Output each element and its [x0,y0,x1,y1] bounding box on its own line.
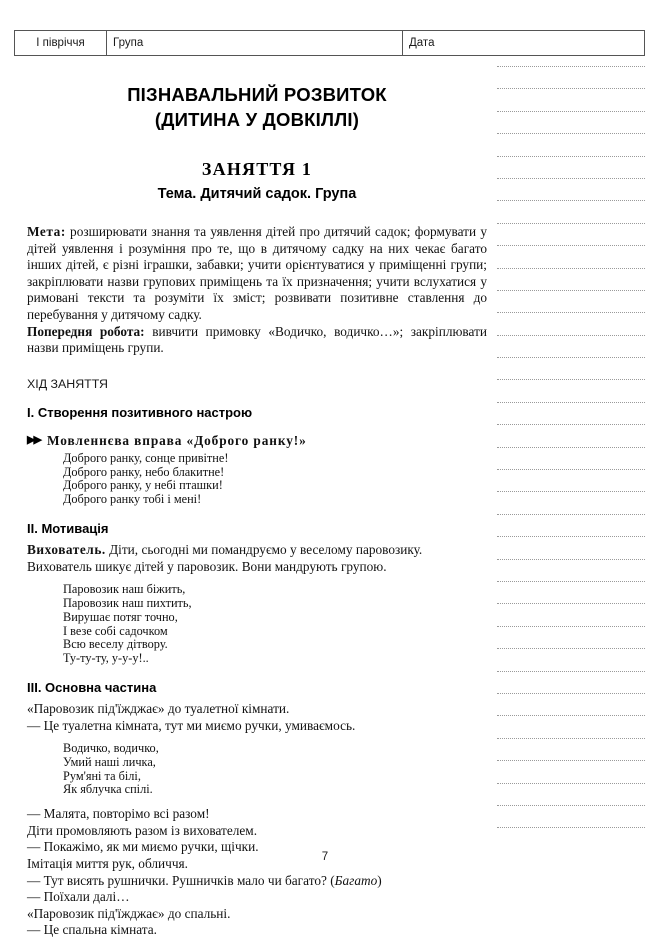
dialogue-line: «Паровозик під'їжджає» до туалетної кімнати. [27,700,290,716]
note-rule-line [497,335,645,336]
verse-line: Вирушає потяг точно, [63,609,178,624]
verse-line: Доброго ранку тобі і мені! [63,492,202,507]
note-rule-line [497,156,645,157]
verse-line: Паровозик наш пихтить, [63,595,192,610]
verse-line: Водичко, водичко, [63,741,159,756]
dialogue-line: — Це спальна кімната. [27,922,157,938]
section-3-heading: III. Основна частина [27,679,157,695]
verse-line: Рум'яні та білі, [63,768,141,783]
dialogue-line: — Покажімо, як ми миємо ручки, щічки. [27,839,259,855]
note-rule-line [497,133,645,134]
note-rule-line [497,312,645,313]
towels-answer: Багато [334,872,378,888]
note-rule-line [497,178,645,179]
note-rule-line [497,559,645,560]
dialogue-line: — Поїхали далі… [27,889,130,905]
verse-line: Всю веселу дітвору. [63,637,168,652]
note-rule-line [497,379,645,380]
verse-train [27,583,487,666]
note-rule-line [497,424,645,425]
note-rule-line [497,200,645,201]
note-rule-line [497,290,645,291]
page-title-line2: (ДИТИНА У ДОВКІЛЛІ) [154,109,360,130]
note-rule-line [497,88,645,89]
note-rule-line [497,66,645,67]
page-title-line1: ПІЗНАВАЛЬНИЙ РОЗВИТОК [127,84,387,105]
verse-line: Паровозик наш біжить, [63,582,186,597]
dialogue-line: «Паровозик під'їжджає» до спальні. [27,905,231,921]
note-rule-line [497,805,645,806]
note-rule-line [497,760,645,761]
verse-good-morning [27,452,487,507]
towels-question-post: ) [377,872,382,888]
header-cell-group: Група [107,31,403,55]
section-1-heading: I. Створення позитивного настрою [27,404,253,420]
page-title [27,82,487,132]
speaker-speech: Діти, сьогодні ми помандруємо у веселому паровозику. [105,541,423,557]
note-rule-line [497,447,645,448]
course-label: ХІД ЗАНЯТТЯ [27,376,108,391]
note-rule-column [497,66,645,850]
note-rule-line [497,783,645,784]
topic-title: Тема. Дитячий садок. Група [157,186,357,202]
note-rule-line [497,469,645,470]
note-rule-line [497,111,645,112]
note-rule-line [497,603,645,604]
note-rule-line [497,715,645,716]
note-rule-line [497,268,645,269]
note-rule-line [497,581,645,582]
note-rule-line [497,223,645,224]
stage-direction-line-up: Вихователь шикує дітей у паровозик. Вони мандрують групою. [27,558,387,574]
dialogue-line: — Це туалетна кімната, тут ми миємо ручки, умиваємось. [27,717,356,733]
note-rule-line [497,402,645,403]
verse-line: Доброго ранку, небо блакитне! [63,464,225,479]
note-rule-line [497,626,645,627]
verse-line: І везе собі садочком [63,623,168,638]
verse-line: Доброго ранку, сонце привітне! [63,450,229,465]
dialogue-line-towels [27,873,487,890]
prep-label: Попередня робота: [27,323,145,339]
lesson-title: ЗАНЯТТЯ 1 [201,159,313,179]
double-arrow-icon: ▶▶ [27,433,40,446]
goal-label: Мета: [27,224,66,239]
note-rule-line [497,827,645,828]
verse-line: Як яблучка спілі. [63,782,153,797]
note-rule-line [497,514,645,515]
verse-line: Ту-ту-ту, у-у-у!.. [63,651,149,666]
document-body [27,72,487,939]
verse-line: Умий наші личка, [63,754,156,769]
goal-paragraph [27,224,487,324]
activity-speech-exercise [27,433,487,449]
dialogue-line: — Малята, повторімо всі разом! [27,806,210,822]
goal-text: розширювати знання та уявлення дітей про дитячий садок; формувати у дітей уявлення і розуміння про те, що в дитячому садку на них чекає багато інших дітей, є різні іграшки, забавки; учити орієнтуватися у приміщенні групи; закріплювати назви групових приміщень та їх призначення; учити вслухатися у римовані тексти та розуміти їх зміст; розвивати позитивне ставлення до перебування у дитячому садку. [27,224,487,322]
note-rule-line [497,738,645,739]
header-cell-date: Дата [409,37,435,49]
speaker-label: Вихователь. [27,541,106,557]
note-rule-line [497,245,645,246]
prep-paragraph [27,324,487,357]
header-cell-semester: I півріччя [15,31,107,55]
verse-water [27,742,487,797]
stage-direction-line: Імітація миття рук, обличчя. [27,856,188,872]
note-rule-line [497,648,645,649]
towels-question-pre: — Тут висять рушнички. Рушничків мало чи багато? ( [27,872,335,888]
note-rule-line [497,491,645,492]
stage-direction-line: Діти промовляють разом із вихователем. [27,822,258,838]
header-table [14,30,645,56]
verse-line: Доброго ранку, у небі пташки! [63,478,223,493]
teacher-speech-line [27,542,487,559]
note-rule-line [497,671,645,672]
note-rule-line [497,536,645,537]
section-2-heading: II. Мотивація [27,520,109,536]
note-rule-line [497,357,645,358]
page-number: 7 [321,851,329,863]
note-rule-line [497,693,645,694]
prep-text: вивчити примовку «Водичко, водичко…»; закріплювати назви приміщень групи. [27,323,488,356]
activity-speech-exercise-label: Мовленнєва вправа «Доброго ранку!» [47,432,307,448]
